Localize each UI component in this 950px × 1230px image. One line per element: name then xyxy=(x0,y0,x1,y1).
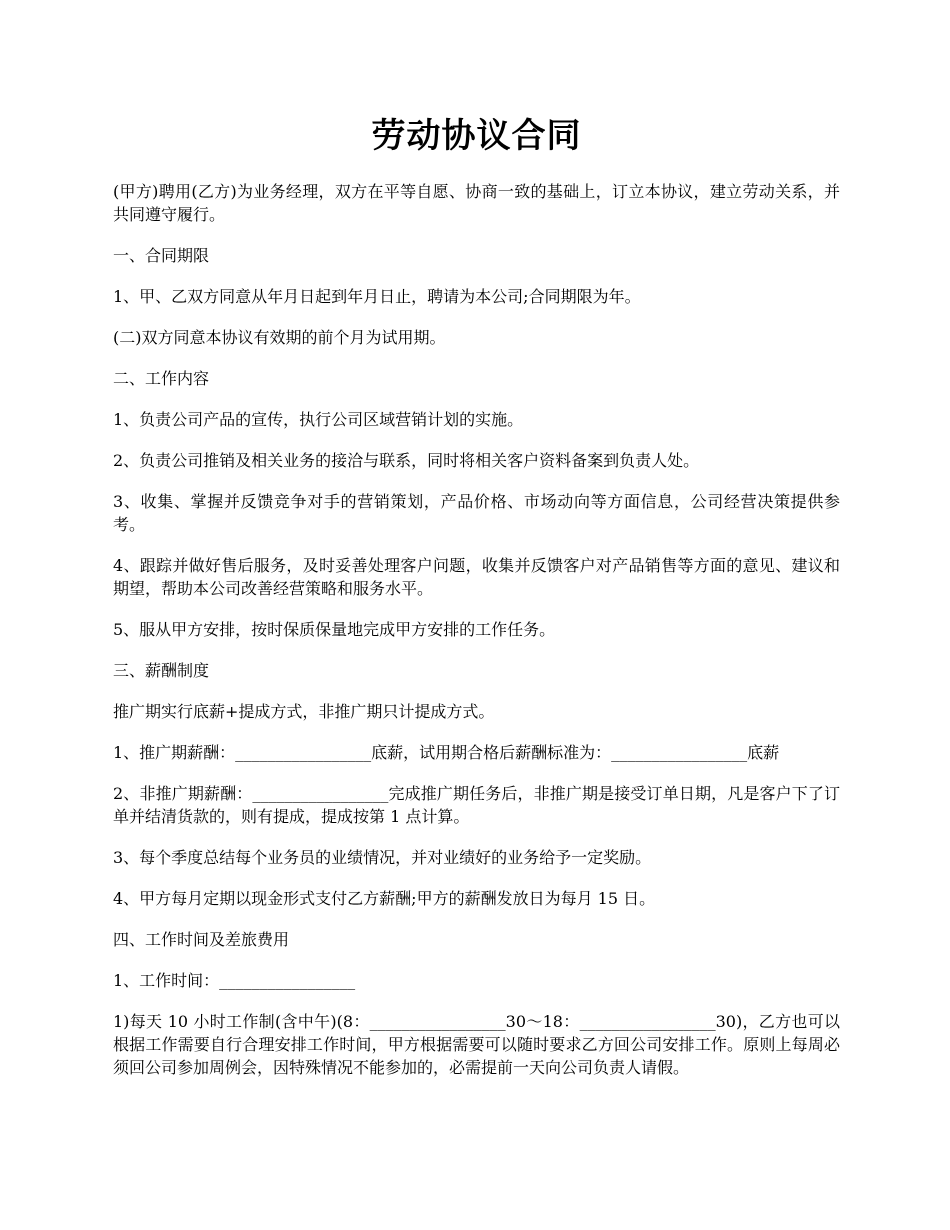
duty-clause-1: 1、负责公司产品的宣传，执行公司区域营销计划的实施。 xyxy=(113,410,524,429)
term-clause-2: (二)双方同意本协议有效期的前个月为试用期。 xyxy=(113,328,446,347)
salary-intro: 推广期实行底薪+提成方式，非推广期只计提成方式。 xyxy=(113,702,495,721)
hours-clause-1-detail: 1)每天 10 小时工作制(含中午)(8：_________________30～18：_________________30)，乙方也可以根据工作需要自行合理安排工作时间，甲方根据需要可以随时要求乙方回公司安排工作。原则上每周必须回公司参加周例会，因特殊情况不能参加的，必需提前一天向公司负责人请假。 xyxy=(113,1012,840,1077)
salary-clause-1: 1、推广期薪酬：_________________底薪，试用期合格后薪酬标准为：_________________底薪 xyxy=(113,743,780,762)
section-heading-term: 一、合同期限 xyxy=(113,246,210,265)
salary-clause-3: 3、每个季度总结每个业务员的业绩情况，并对业绩好的业务给予一定奖励。 xyxy=(113,848,652,867)
duty-clause-3: 3、收集、掌握并反馈竞争对手的营销策划，产品价格、市场动向等方面信息，公司经营决策提供参考。 xyxy=(113,492,840,534)
duty-clause-2: 2、负责公司推销及相关业务的接洽与联系，同时将相关客户资料备案到负责人处。 xyxy=(113,451,700,470)
duty-clause-4: 4、跟踪并做好售后服务，及时妥善处理客户问题，收集并反馈客户对产品销售等方面的意见、建议和期望，帮助本公司改善经营策略和服务水平。 xyxy=(113,556,840,598)
section-heading-salary: 三、薪酬制度 xyxy=(113,661,210,680)
intro-paragraph: (甲方)聘用(乙方)为业务经理，双方在平等自愿、协商一致的基础上，订立本协议，建立劳动关系，并共同遵守履行。 xyxy=(113,182,840,224)
term-clause-1: 1、甲、乙双方同意从年月日起到年月日止，聘请为本公司;合同期限为年。 xyxy=(113,287,641,306)
section-heading-duties: 二、工作内容 xyxy=(113,369,210,388)
document-page xyxy=(113,112,840,1097)
salary-clause-4: 4、甲方每月定期以现金形式支付乙方薪酬;甲方的薪酬发放日为每月 15 日。 xyxy=(113,889,656,908)
document-title: 劳动协议合同 xyxy=(371,116,582,156)
section-heading-hours: 四、工作时间及差旅费用 xyxy=(113,930,290,949)
duty-clause-5: 5、服从甲方安排，按时保质保量地完成甲方安排的工作任务。 xyxy=(113,620,556,639)
hours-clause-1: 1、工作时间：_________________ xyxy=(113,971,356,990)
salary-clause-2: 2、非推广期薪酬：_________________完成推广期任务后，非推广期是接受订单日期，凡是客户下了订单并结清货款的，则有提成，提成按第 1 点计算。 xyxy=(113,784,840,826)
